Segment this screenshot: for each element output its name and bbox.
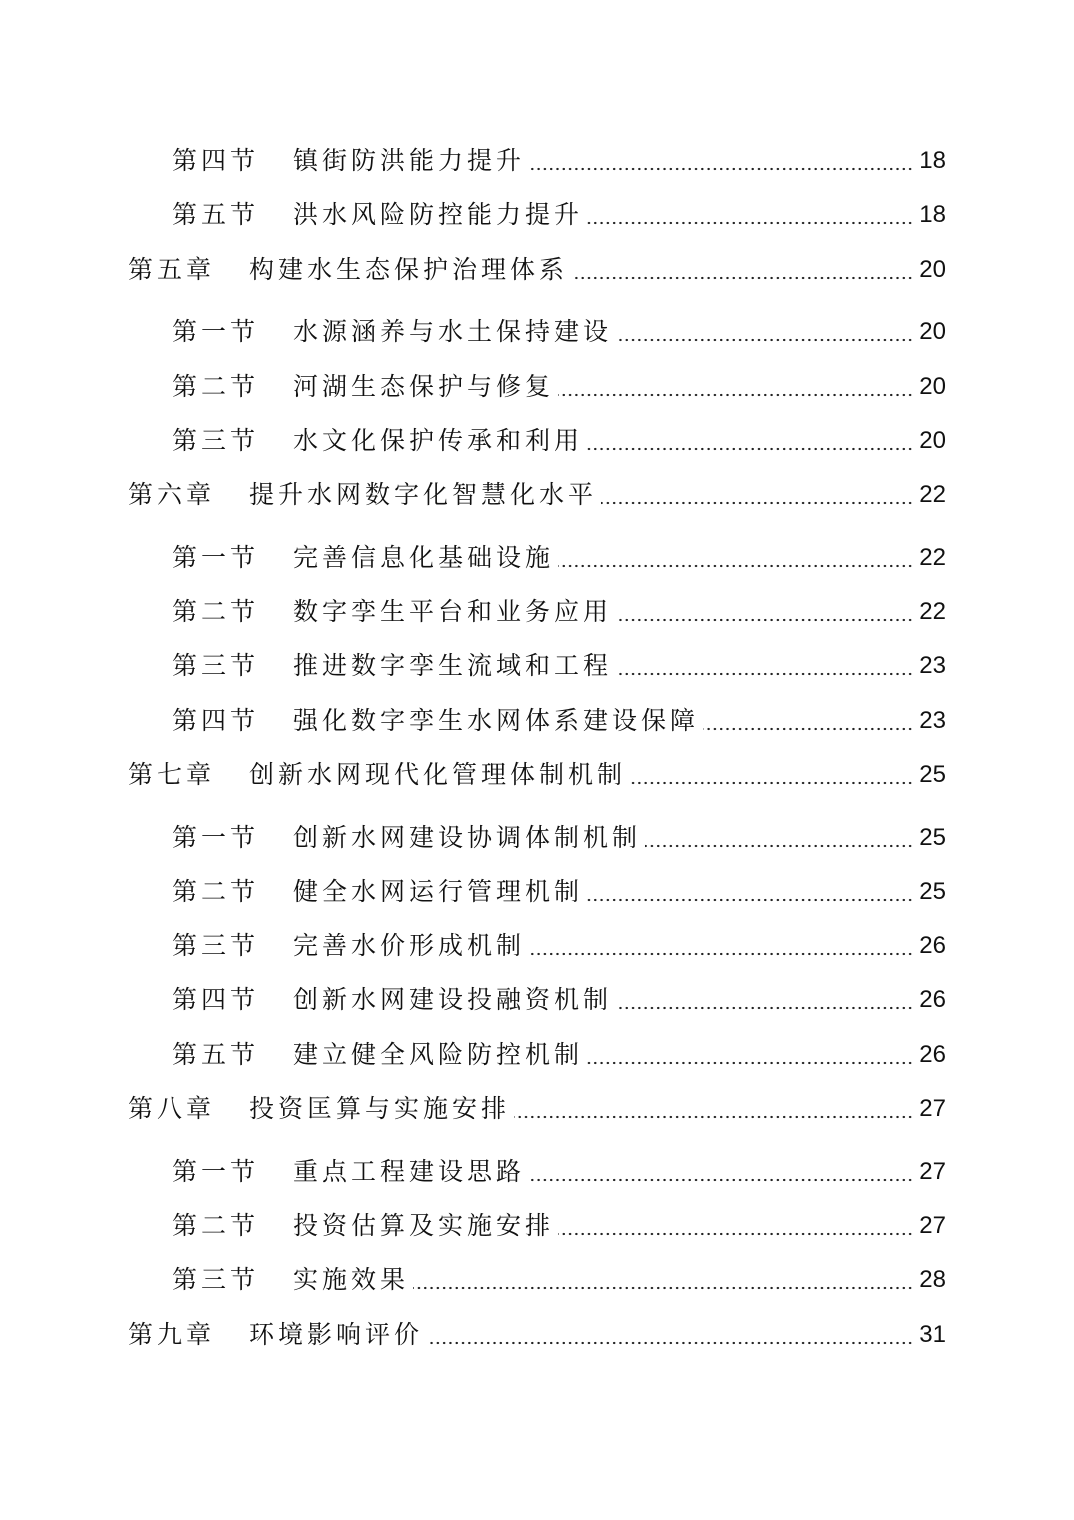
dot-leader (529, 952, 913, 956)
entry-label: 第九章 (128, 1320, 216, 1349)
entry-label: 第七章 (128, 760, 216, 789)
entry-page-number: 28 (919, 1266, 946, 1293)
entry-page-number: 20 (919, 373, 946, 400)
entry-page-number: 23 (919, 707, 946, 734)
dot-leader (514, 1115, 913, 1119)
dot-leader (616, 618, 913, 622)
entry-title: 重点工程建设思路 (293, 1157, 526, 1186)
entry-page-number: 20 (919, 318, 946, 345)
dot-leader (572, 276, 913, 280)
entry-page-number: 26 (919, 1041, 946, 1068)
entry-title: 健全水网运行管理机制 (293, 877, 584, 906)
entry-title: 建立健全风险防控机制 (293, 1040, 584, 1069)
toc-entry[interactable] (172, 1035, 946, 1075)
dot-leader (587, 221, 913, 225)
entry-title: 镇街防洪能力提升 (293, 146, 526, 175)
dot-leader (427, 1341, 913, 1345)
toc-entry-chapter[interactable] (128, 475, 946, 515)
toc-entry[interactable] (172, 312, 946, 352)
toc-entry-chapter[interactable] (128, 755, 946, 795)
dot-leader (616, 338, 913, 342)
entry-title: 创新水网现代化管理体制机制 (249, 760, 627, 789)
entry-label: 第四节 (172, 706, 260, 735)
dot-leader (703, 727, 913, 731)
dot-leader (645, 844, 913, 848)
toc-entry[interactable] (172, 421, 946, 461)
toc-entry[interactable] (172, 367, 946, 407)
entry-label: 第四节 (172, 985, 260, 1014)
entry-page-number: 26 (919, 932, 946, 959)
dot-leader (529, 1178, 913, 1182)
entry-title: 洪水风险防控能力提升 (293, 200, 584, 229)
entry-label: 第五节 (172, 1040, 260, 1069)
dot-leader (630, 781, 913, 785)
entry-page-number: 31 (919, 1321, 946, 1348)
entry-title: 河湖生态保护与修复 (293, 372, 555, 401)
toc-entry[interactable] (172, 818, 946, 858)
dot-leader (413, 1286, 913, 1290)
entry-label: 第四节 (172, 146, 260, 175)
entry-page-number: 20 (919, 256, 946, 283)
entry-label: 第一节 (172, 1157, 260, 1186)
entry-label: 第三节 (172, 651, 260, 680)
dot-leader (601, 501, 913, 505)
toc-entry-chapter[interactable] (128, 1315, 946, 1355)
entry-page-number: 23 (919, 652, 946, 679)
entry-title: 推进数字孪生流域和工程 (293, 651, 613, 680)
toc-entry-chapter[interactable] (128, 1089, 946, 1129)
toc-entry[interactable] (172, 1152, 946, 1192)
toc-entry[interactable] (172, 195, 946, 235)
entry-page-number: 25 (919, 878, 946, 905)
entry-label: 第八章 (128, 1094, 216, 1123)
entry-page-number: 27 (919, 1158, 946, 1185)
entry-title: 创新水网建设协调体制机制 (293, 823, 642, 852)
entry-page-number: 22 (919, 481, 946, 508)
entry-label: 第二节 (172, 877, 260, 906)
dot-leader (587, 898, 913, 902)
entry-page-number: 25 (919, 761, 946, 788)
toc-entry[interactable] (172, 872, 946, 912)
entry-title: 数字孪生平台和业务应用 (293, 597, 613, 626)
entry-title: 投资匡算与实施安排 (249, 1094, 511, 1123)
entry-title: 提升水网数字化智慧化水平 (249, 480, 598, 509)
dot-leader (587, 1061, 913, 1065)
toc-entry[interactable] (172, 646, 946, 686)
entry-label: 第五章 (128, 255, 216, 284)
dot-leader (558, 564, 913, 568)
toc-entry[interactable] (172, 926, 946, 966)
entry-title: 强化数字孪生水网体系建设保障 (293, 706, 700, 735)
entry-page-number: 26 (919, 986, 946, 1013)
entry-label: 第二节 (172, 597, 260, 626)
dot-leader (587, 447, 913, 451)
entry-title: 实施效果 (293, 1265, 410, 1294)
dot-leader (558, 393, 913, 397)
entry-label: 第五节 (172, 200, 260, 229)
entry-title: 完善水价形成机制 (293, 931, 526, 960)
toc-entry-chapter[interactable] (128, 250, 946, 290)
entry-page-number: 27 (919, 1212, 946, 1239)
dot-leader (616, 672, 913, 676)
entry-page-number: 22 (919, 544, 946, 571)
toc-entry[interactable] (172, 141, 946, 181)
entry-title: 构建水生态保护治理体系 (249, 255, 569, 284)
entry-label: 第一节 (172, 543, 260, 572)
dot-leader (529, 167, 913, 171)
toc-entry[interactable] (172, 1260, 946, 1300)
toc-entry[interactable] (172, 538, 946, 578)
toc-entry[interactable] (172, 1206, 946, 1246)
dot-leader (616, 1006, 913, 1010)
entry-page-number: 22 (919, 598, 946, 625)
entry-page-number: 18 (919, 201, 946, 228)
dot-leader (558, 1232, 913, 1236)
entry-title: 完善信息化基础设施 (293, 543, 555, 572)
entry-label: 第三节 (172, 1265, 260, 1294)
entry-page-number: 18 (919, 147, 946, 174)
entry-title: 创新水网建设投融资机制 (293, 985, 613, 1014)
toc-entry[interactable] (172, 592, 946, 632)
entry-title: 环境影响评价 (249, 1320, 424, 1349)
entry-label: 第三节 (172, 426, 260, 455)
entry-label: 第三节 (172, 931, 260, 960)
toc-entry[interactable] (172, 701, 946, 741)
entry-title: 投资估算及实施安排 (293, 1211, 555, 1240)
entry-page-number: 27 (919, 1095, 946, 1122)
entry-label: 第六章 (128, 480, 216, 509)
entry-label: 第二节 (172, 372, 260, 401)
entry-label: 第二节 (172, 1211, 260, 1240)
entry-page-number: 25 (919, 824, 946, 851)
toc-entry[interactable] (172, 980, 946, 1020)
entry-label: 第一节 (172, 823, 260, 852)
entry-label: 第一节 (172, 317, 260, 346)
entry-title: 水源涵养与水土保持建设 (293, 317, 613, 346)
entry-page-number: 20 (919, 427, 946, 454)
entry-title: 水文化保护传承和利用 (293, 426, 584, 455)
